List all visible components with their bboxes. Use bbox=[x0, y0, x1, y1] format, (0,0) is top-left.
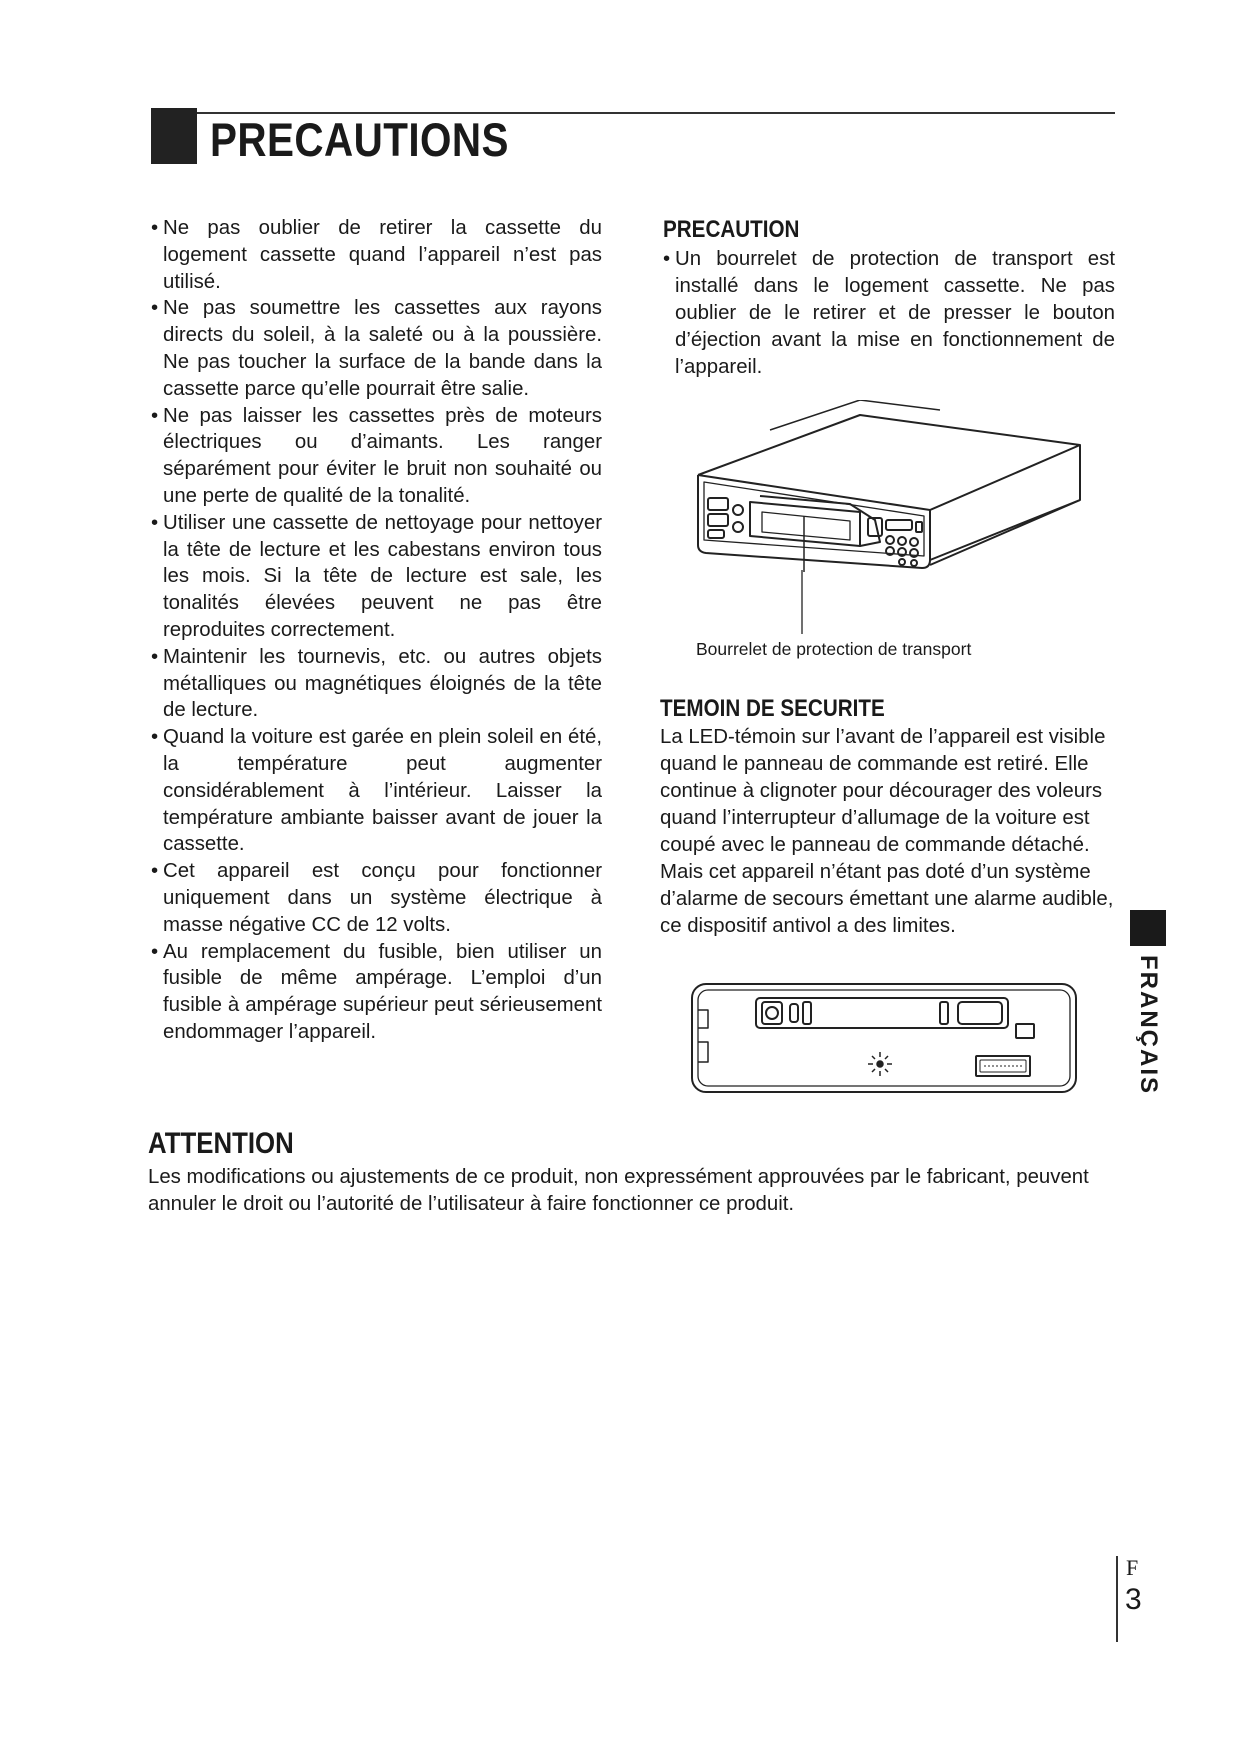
list-item: • Utiliser une cassette de nettoyage pour nettoyer la tête de lecture et les cabestans environ tous les mois. Si la tête de lecture est sale, les tonalités élevées peuvent ne pas être reproduites correctement. bbox=[151, 510, 602, 644]
header-marker-block bbox=[151, 108, 197, 164]
precaution-text: Un bourrelet de protection de transport est installé dans le logement cassette. Ne pas oublier de le retirer et de presser le bouton d’éjection avant la mise en fonctionnement de l’appareil. bbox=[675, 248, 1115, 378]
front-panel-led-illustration bbox=[690, 980, 1080, 1096]
attention-heading: ATTENTION bbox=[148, 1127, 294, 1160]
precaution-heading: PRECAUTION bbox=[663, 216, 800, 243]
list-item: • Ne pas laisser les cassettes près de moteurs électriques ou d’aimants. Les ranger séparément pour éviter le bruit non souhaité ou une perte de qualité de la tonalité. bbox=[151, 403, 602, 510]
led-sparkle-icon bbox=[868, 1052, 892, 1076]
language-tab bbox=[1133, 955, 1163, 1095]
list-item: • Ne pas oublier de retirer la cassette du logement cassette quand l’appareil n’est pas utilisé. bbox=[151, 215, 602, 295]
list-item: • Au remplacement du fusible, bien utiliser un fusible de même ampérage. L’emploi d’un fusible à ampérage supérieur peut sérieusement endommager l’appareil. bbox=[151, 939, 602, 1046]
security-indicator-heading: TEMOIN DE SECURITE bbox=[660, 695, 885, 722]
page-section-letter: F bbox=[1126, 1555, 1139, 1580]
page-title: PRECAUTIONS bbox=[210, 113, 509, 166]
cassette-unit-illustration bbox=[690, 400, 1090, 640]
language-tab-marker bbox=[1130, 910, 1166, 946]
precautions-list bbox=[151, 215, 602, 1046]
precaution-text-block bbox=[663, 246, 1115, 381]
figure-caption: Bourrelet de protection de transport bbox=[696, 639, 972, 659]
list-item: • Ne pas soumettre les cassettes aux rayons directs du soleil, à la saleté ou à la poussière. Ne pas toucher la surface de la bande dans la cassette parce qu’elle pourrait être salie. bbox=[151, 295, 602, 402]
language-tab-label: FRANÇAIS bbox=[1135, 955, 1162, 1095]
security-indicator-text: La LED-témoin sur l’avant de l’appareil est visible quand le panneau de commande est retiré. Elle continue à clignoter pour décourager des voleurs quand l’interrupteur d’allumage de la voiture est coupé avec le panneau de commande détaché. Mais cet appareil n’étant pas doté d’un système d’alarme de secours émettant une alarme audible, ce dispositif antivol a des limites. bbox=[660, 726, 1114, 937]
page-number-rule bbox=[1116, 1556, 1118, 1642]
attention-text: Les modifications ou ajustements de ce produit, non expressément approuvées par le fabricant, peuvent annuler le droit ou l’autorité de l’utilisateur à faire fonctionner ce produit. bbox=[148, 1166, 1089, 1215]
list-item: • Quand la voiture est garée en plein soleil en été, la température peut augmenter considérablement à l’intérieur. Laisser la température ambiante baisser avant de jouer la cassette. bbox=[151, 724, 602, 858]
page-number: 3 bbox=[1125, 1583, 1142, 1616]
list-item: • Maintenir les tournevis, etc. ou autres objets métalliques ou magnétiques éloignés de la tête de lecture. bbox=[151, 644, 602, 724]
list-item: • Cet appareil est conçu pour fonctionner uniquement dans un système électrique à masse négative CC de 12 volts. bbox=[151, 858, 602, 938]
bullet-marker: • bbox=[663, 248, 671, 270]
